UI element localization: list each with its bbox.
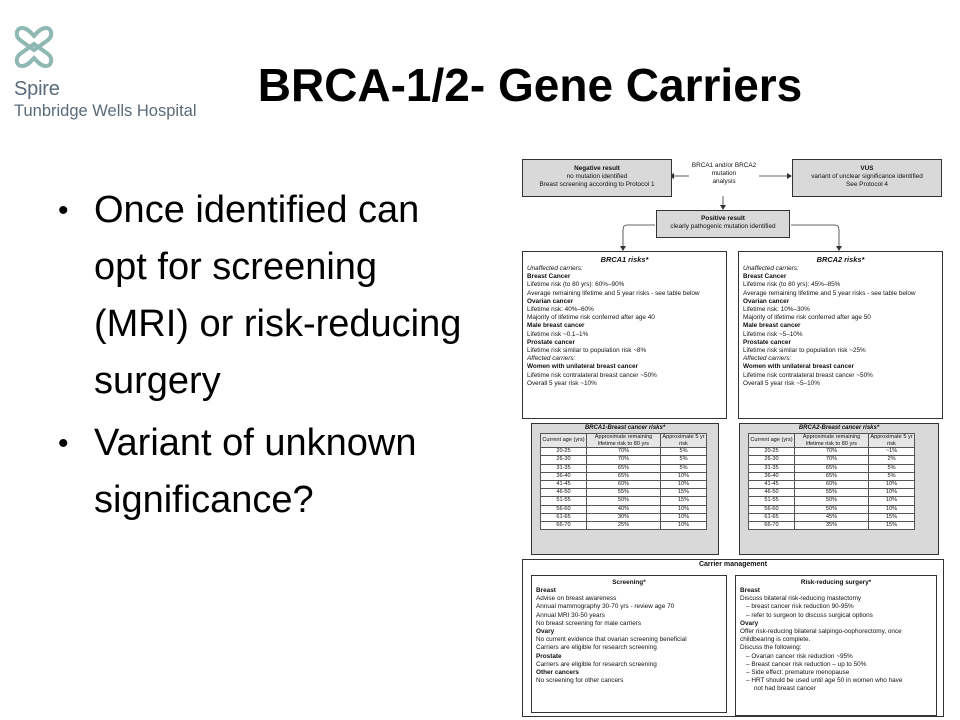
table-cell: 46-50: [749, 489, 795, 497]
table-cell: 65%: [587, 472, 661, 480]
mutation-analysis-line: BRCA1 and/or BRCA2: [691, 162, 757, 169]
surgery-line: – HRT should be used until age 50 in women who have: [746, 677, 903, 685]
brca1-risk-line: Male breast cancer: [527, 322, 585, 330]
slide-title: BRCA-1/2- Gene Carriers: [257, 59, 803, 111]
brca2-risk-line: Lifetime risk similar to population risk ~25%: [743, 347, 866, 355]
table-cell: 30%: [587, 513, 661, 521]
screening-title: Screening*: [612, 579, 646, 586]
screening-line: Ovary: [536, 628, 555, 636]
table-cell: 5%: [869, 464, 915, 472]
table-cell: 5%: [661, 456, 707, 464]
table-cell: 5%: [869, 472, 915, 480]
table-cell: 60%: [587, 481, 661, 489]
table-cell: 26-30: [749, 456, 795, 464]
table-row: [749, 505, 915, 513]
table-cell: 31-35: [541, 464, 587, 472]
brca1-risk-line: Majority of lifetime risk conferred after age 40: [527, 314, 655, 322]
table-header-cell: Approximate 5 yr risk: [662, 434, 705, 447]
table-cell: 70%: [587, 448, 661, 456]
brca1-risk-line: Lifetime risk (to 80 yrs): 60%–90%: [527, 281, 625, 289]
table-row: [541, 448, 707, 456]
table-cell: 70%: [795, 448, 869, 456]
table-cell: 5%: [661, 448, 707, 456]
brca2-risk-line: Affected carriers:: [743, 355, 792, 363]
brca2-risk-line: Ovarian cancer: [743, 297, 790, 305]
table-row: [541, 481, 707, 489]
brca1-risk-line: Prostate cancer: [527, 338, 575, 346]
bullet-icon: •: [58, 194, 69, 227]
brca1-risk-line: Lifetime risk similar to population risk ~8%: [527, 347, 647, 355]
brca2-risk-line: Lifetime risk (to 80 yrs): 45%–85%: [743, 281, 841, 289]
table-cell: 10%: [869, 505, 915, 513]
screening-line: Other cancers: [536, 669, 579, 677]
surgery-line: – Side effect: premature menopause: [746, 669, 850, 677]
table-row: [749, 481, 915, 489]
screening-line: No screening for other cancers: [536, 677, 624, 685]
brca1-risk-line: Lifetime risk: 40%–60%: [527, 306, 594, 314]
table-cell: 70%: [795, 456, 869, 464]
screening-line: Annual MRI 30-50 years: [536, 611, 605, 619]
table-cell: 10%: [661, 472, 707, 480]
hospital-logo: [12, 22, 202, 122]
positive-result-box: [656, 210, 790, 238]
brca1-risk-line: Women with unilateral breast cancer: [527, 363, 639, 371]
bullet-text: Once identified can opt for screening (MRI) or risk-reducing surgery: [94, 189, 462, 402]
surgery-line: – Breast cancer risk reduction – up to 50%: [746, 660, 867, 668]
table-header-cell: Approximate remaining lifetime risk to 80 yrs: [795, 434, 869, 448]
negative-result-line: Breast screening according to Protocol 1: [539, 181, 655, 189]
screening-line: Breast: [536, 587, 556, 594]
table-row: [541, 513, 707, 521]
brca1-risk-line: Lifetime risk ~0.1–1%: [527, 330, 589, 338]
negative-result-box: [522, 159, 672, 197]
screening-line: Carriers are eligible for research screening: [536, 660, 657, 668]
negative-result-title: Negative result: [574, 165, 620, 172]
brca2-risk-line: Women with unilateral breast cancer: [743, 363, 855, 371]
surgery-line: not had breast cancer: [754, 685, 816, 693]
surgery-line: Discuss the following:: [740, 644, 802, 652]
table-cell: 65%: [795, 472, 869, 480]
negative-result-line: no mutation identified: [566, 173, 628, 181]
table-cell: 10%: [661, 522, 707, 530]
screening-line: Carriers are eligible for research screening: [536, 644, 657, 652]
spire-logo-icon: [14, 22, 64, 72]
table-cell: 56-60: [541, 505, 587, 513]
logo-brand: Spire: [14, 78, 60, 100]
table-cell: 40%: [587, 505, 661, 513]
table-row: [541, 456, 707, 464]
brca2-risk-line: Breast Cancer: [743, 273, 787, 281]
table-cell: ~1%: [869, 448, 915, 456]
bullet-item: [58, 182, 478, 410]
table-row: [749, 448, 915, 456]
table-cell: 50%: [587, 497, 661, 505]
table-row: [749, 513, 915, 521]
brca1-risk-line: Ovarian cancer: [527, 297, 574, 305]
table-cell: 20-25: [541, 448, 587, 456]
table-row: [749, 456, 915, 464]
brca2-table-box: [739, 423, 939, 555]
vus-box: [792, 159, 942, 197]
table-cell: 10%: [661, 513, 707, 521]
brca1-risk-line: Unaffected carriers:: [527, 265, 583, 272]
table-cell: 35%: [795, 522, 869, 530]
brca1-risk-line: Affected carriers:: [527, 355, 576, 363]
table-cell: 10%: [869, 489, 915, 497]
brca2-risks-box: [738, 251, 943, 419]
brca-flowchart: [519, 150, 947, 718]
table-row: [541, 464, 707, 472]
table-row: [541, 472, 707, 480]
table-cell: 15%: [661, 497, 707, 505]
table-cell: 61-65: [541, 513, 587, 521]
table-cell: 31-35: [749, 464, 795, 472]
brca2-risk-line: Majority of lifetime risk conferred after age 50: [743, 314, 871, 322]
screening-box: [531, 575, 727, 713]
mutation-analysis-line: mutation: [711, 170, 737, 178]
surgery-line: – Ovarian cancer risk reduction ~95%: [746, 652, 853, 660]
brca2-risk-line: Lifetime risk ~5–10%: [743, 330, 803, 338]
bullet-list: [58, 182, 478, 534]
table-cell: 10%: [661, 481, 707, 489]
table-cell: 5%: [661, 464, 707, 472]
table-row: [749, 464, 915, 472]
mutation-analysis-line: analysis: [712, 178, 736, 186]
bullet-item: [58, 415, 478, 529]
brca2-risk-line: Unaffected carriers:: [743, 265, 799, 272]
table-cell: 66-70: [541, 522, 587, 530]
bullet-text: Variant of unknown significance?: [94, 422, 417, 521]
brca1-table-box: [531, 423, 719, 555]
table-cell: 36-40: [541, 472, 587, 480]
table-cell: 61-65: [749, 513, 795, 521]
mutation-analysis-label: [681, 162, 767, 187]
table-cell: 2%: [869, 456, 915, 464]
brca2-risk-table: [748, 433, 915, 530]
surgery-box: [735, 575, 937, 716]
table-header-cell: Current age (yrs): [749, 434, 795, 448]
surgery-line: Discuss bilateral risk-reducing mastectomy: [740, 595, 862, 603]
table-cell: 60%: [795, 481, 869, 489]
logo-subtitle: Tunbridge Wells Hospital: [14, 102, 197, 120]
positive-result-line: clearly pathogenic mutation identified: [670, 223, 776, 231]
brca1-risk-line: Overall 5 year risk ~10%: [527, 379, 597, 387]
table-cell: 55%: [795, 489, 869, 497]
table-cell: 45%: [795, 513, 869, 521]
brca1-risks-title: BRCA1 risks*: [600, 255, 649, 264]
brca1-risk-line: Lifetime risk contralateral breast cancer ~50%: [527, 371, 657, 379]
table-row: [749, 472, 915, 480]
screening-line: No current evidence that ovarian screening beneficial: [536, 636, 687, 644]
table-cell: 65%: [587, 464, 661, 472]
positive-result-title: Positive result: [701, 215, 745, 222]
brca2-risk-line: Average remaining lifetime and 5 year risks - see table below: [743, 289, 916, 297]
table-row: [541, 505, 707, 513]
screening-line: Annual mammography 30-70 yrs - review age 70: [536, 603, 675, 611]
screening-line: No breast screening for male carriers: [536, 619, 642, 627]
table-row: [541, 522, 707, 530]
brca2-risk-line: Male breast cancer: [743, 322, 801, 330]
table-cell: 15%: [869, 522, 915, 530]
table-cell: 55%: [587, 489, 661, 497]
table-row: [749, 489, 915, 497]
surgery-line: Offer risk-reducing bilateral salpingo-oophorectomy, once: [740, 628, 902, 636]
table-cell: 51-55: [541, 497, 587, 505]
brca2-risks-title: BRCA2 risks*: [816, 255, 865, 264]
surgery-line: – refer to surgeon to discuss surgical options: [746, 611, 873, 619]
brca2-table-title: BRCA2-Breast cancer risks*: [798, 425, 880, 431]
table-cell: 15%: [661, 489, 707, 497]
table-header-cell: Approximate remaining lifetime risk to 80 yrs: [587, 434, 661, 448]
table-row: [541, 489, 707, 497]
table-cell: 20-25: [749, 448, 795, 456]
brca1-table-title: BRCA1-Breast cancer risks*: [584, 425, 666, 431]
table-cell: 25%: [587, 522, 661, 530]
table-cell: 56-60: [749, 505, 795, 513]
brca2-risk-line: Prostate cancer: [743, 338, 791, 346]
vus-line: variant of unclear significance identified: [811, 173, 923, 181]
table-row: [541, 497, 707, 505]
brca1-risks-box: [522, 251, 727, 419]
table-cell: 10%: [869, 481, 915, 489]
carrier-management-title: Carrier management: [698, 561, 768, 568]
table-row: [749, 497, 915, 505]
table-cell: 15%: [869, 513, 915, 521]
table-header-cell: Current age (yrs): [541, 434, 587, 448]
surgery-line: Ovary: [740, 619, 759, 627]
table-cell: 26-30: [541, 456, 587, 464]
surgery-title: Risk-reducing surgery*: [800, 579, 872, 586]
surgery-line: – breast cancer risk reduction 90-95%: [746, 603, 854, 611]
table-header-cell: Approximate 5 yr risk: [870, 434, 913, 447]
table-cell: 36-40: [749, 472, 795, 480]
table-cell: 41-45: [541, 481, 587, 489]
vus-title: VUS: [860, 165, 874, 172]
table-cell: 50%: [795, 497, 869, 505]
brca2-risk-line: Lifetime risk: 10%–30%: [743, 306, 810, 314]
table-row: [749, 522, 915, 530]
carrier-management-box: [522, 559, 944, 717]
brca1-risk-table: [540, 433, 707, 530]
table-cell: 65%: [795, 464, 869, 472]
screening-line: Prostate: [536, 652, 562, 660]
table-cell: 51-55: [749, 497, 795, 505]
table-cell: 50%: [795, 505, 869, 513]
table-cell: 70%: [587, 456, 661, 464]
table-cell: 10%: [869, 497, 915, 505]
vus-line: See Protocol 4: [846, 181, 888, 189]
surgery-line: Breast: [740, 587, 760, 594]
bullet-icon: •: [58, 427, 69, 460]
table-cell: 41-45: [749, 481, 795, 489]
table-cell: 46-50: [541, 489, 587, 497]
brca2-risk-line: Overall 5 year risk ~5–10%: [743, 379, 820, 387]
brca1-risk-line: Average remaining lifetime and 5 year risks - see table below: [527, 289, 700, 297]
surgery-line: childbearing is complete.: [740, 636, 811, 644]
table-cell: 66-70: [749, 522, 795, 530]
screening-line: Advise on breast awareness: [536, 595, 617, 603]
brca1-risk-line: Breast Cancer: [527, 273, 571, 281]
brca2-risk-line: Lifetime risk contralateral breast cancer ~50%: [743, 371, 873, 379]
table-cell: 10%: [661, 505, 707, 513]
